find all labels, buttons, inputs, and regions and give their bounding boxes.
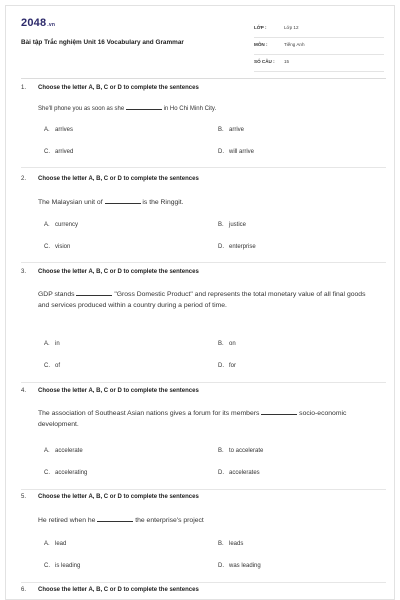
option-letter: B. <box>218 341 224 347</box>
option-text: arrived <box>55 149 74 155</box>
text-before: The Malaysian unit of <box>38 199 103 206</box>
meta-label-subject: MÔN : <box>254 42 268 47</box>
option-d[interactable] <box>218 149 254 155</box>
document-page <box>5 5 395 600</box>
option-a[interactable] <box>44 341 60 347</box>
text-after: in Ho Chi Minh City. <box>163 106 217 112</box>
text-before: The association of Southeast Asian nations gives a forum for its members <box>38 410 260 417</box>
site-logo[interactable] <box>21 17 55 29</box>
text-before: He retired when he <box>38 517 96 524</box>
option-letter: B. <box>218 541 224 547</box>
option-letter: C. <box>44 244 50 250</box>
option-d[interactable] <box>218 363 236 369</box>
question-number: 1. <box>21 85 27 91</box>
question-text <box>38 289 378 311</box>
option-text: will arrive <box>229 149 255 155</box>
option-a[interactable] <box>44 127 73 133</box>
option-text: arrive <box>229 127 245 133</box>
meta-value-count: 15 <box>284 59 290 64</box>
option-text: in <box>55 341 60 347</box>
option-text: accelerating <box>55 470 88 476</box>
question-text <box>38 408 378 430</box>
option-text: on <box>229 341 236 347</box>
answer-blank <box>126 103 162 110</box>
header-divider <box>21 78 386 79</box>
option-text: currency <box>55 222 79 228</box>
option-text: for <box>229 363 237 369</box>
meta-value-subject: Tiếng Anh <box>284 42 305 47</box>
question-divider <box>21 382 386 383</box>
option-text: of <box>55 363 61 369</box>
question-text <box>38 103 378 115</box>
option-text: leads <box>229 541 244 547</box>
option-c[interactable] <box>44 244 70 250</box>
option-c[interactable] <box>44 149 73 155</box>
option-letter: C. <box>44 363 50 369</box>
document-header <box>6 6 395 72</box>
option-d[interactable] <box>218 470 260 476</box>
option-c[interactable] <box>44 363 60 369</box>
option-letter: A. <box>44 341 50 347</box>
question-number: 4. <box>21 388 27 394</box>
question-5 <box>21 494 386 586</box>
question-2 <box>21 176 386 268</box>
answer-blank <box>76 289 112 296</box>
question-number: 2. <box>21 176 27 182</box>
question-6 <box>21 587 386 600</box>
question-3 <box>21 269 386 389</box>
option-text: is leading <box>55 563 81 569</box>
option-letter: B. <box>218 127 224 133</box>
option-b[interactable] <box>218 222 246 228</box>
option-letter: D. <box>218 470 224 476</box>
option-letter: D. <box>218 363 224 369</box>
answer-blank <box>261 408 297 415</box>
option-b[interactable] <box>218 341 236 347</box>
option-text: was leading <box>229 563 261 569</box>
question-instruction: Choose the letter A, B, C or D to complete the sentences <box>38 494 199 500</box>
question-instruction: Choose the letter A, B, C or D to complete the sentences <box>38 388 199 394</box>
logo-text: 2048 <box>21 17 47 29</box>
question-divider <box>21 262 386 263</box>
option-text: vision <box>55 244 71 250</box>
question-divider <box>21 167 386 168</box>
option-letter: D. <box>218 563 224 569</box>
text-after: the enterprise's project <box>135 517 204 524</box>
option-b[interactable] <box>218 448 263 454</box>
question-divider <box>21 489 386 490</box>
text-after: socio-economic development. <box>38 410 347 428</box>
option-text: lead <box>55 541 67 547</box>
question-instruction: Choose the letter A, B, C or D to complete the sentences <box>38 269 199 275</box>
option-c[interactable] <box>44 563 80 569</box>
meta-row-subject <box>254 38 384 55</box>
meta-label-class: LỚP : <box>254 25 267 30</box>
question-instruction: Choose the letter A, B, C or D to complete the sentences <box>38 85 199 91</box>
text-before: She'll phone you as soon as she <box>38 106 125 112</box>
meta-value-class: Lớp 12 <box>284 25 299 30</box>
question-text <box>38 197 378 208</box>
logo-suffix: .vn <box>47 22 56 28</box>
option-b[interactable] <box>218 541 243 547</box>
text-after: "Gross Domestic Product" and represents the total monetary value of all final goods and services produced within a country during a period of time. <box>38 291 366 309</box>
question-text <box>38 515 378 526</box>
option-letter: D. <box>218 149 224 155</box>
question-4 <box>21 388 386 495</box>
meta-label-count: SỐ CÂU : <box>254 59 275 64</box>
option-letter: C. <box>44 563 50 569</box>
option-letter: A. <box>44 448 50 454</box>
question-divider <box>21 582 386 583</box>
answer-blank <box>105 197 141 204</box>
option-d[interactable] <box>218 244 256 250</box>
meta-row-class <box>254 21 384 38</box>
option-d[interactable] <box>218 563 261 569</box>
option-letter: A. <box>44 541 50 547</box>
question-number: 3. <box>21 269 27 275</box>
question-1 <box>21 85 386 175</box>
question-instruction: Choose the letter A, B, C or D to complete the sentences <box>38 176 199 182</box>
meta-row-count <box>254 55 384 72</box>
option-text: accelerates <box>229 470 260 476</box>
option-letter: B. <box>218 448 224 454</box>
question-instruction: Choose the letter A, B, C or D to complete the sentences <box>38 587 199 593</box>
option-text: justice <box>229 222 247 228</box>
question-number: 5. <box>21 494 27 500</box>
text-after: is the Ringgit. <box>142 199 184 206</box>
option-a[interactable] <box>44 448 83 454</box>
answer-blank <box>97 515 133 522</box>
option-text: arrives <box>55 127 74 133</box>
option-text: accelerate <box>55 448 83 454</box>
option-c[interactable] <box>44 470 87 476</box>
option-letter: C. <box>44 149 50 155</box>
option-b[interactable] <box>218 127 244 133</box>
meta-info <box>254 21 384 72</box>
option-text: enterprise <box>229 244 256 250</box>
question-number: 6. <box>21 587 27 593</box>
text-before: GDP stands <box>38 291 75 298</box>
option-letter: D. <box>218 244 224 250</box>
document-title: Bài tập Trắc nghiệm Unit 16 Vocabulary and Grammar <box>21 39 184 46</box>
option-letter: A. <box>44 127 50 133</box>
option-letter: C. <box>44 470 50 476</box>
option-letter: B. <box>218 222 224 228</box>
option-text: to accelerate <box>229 448 264 454</box>
option-letter: A. <box>44 222 50 228</box>
option-a[interactable] <box>44 222 78 228</box>
option-a[interactable] <box>44 541 66 547</box>
